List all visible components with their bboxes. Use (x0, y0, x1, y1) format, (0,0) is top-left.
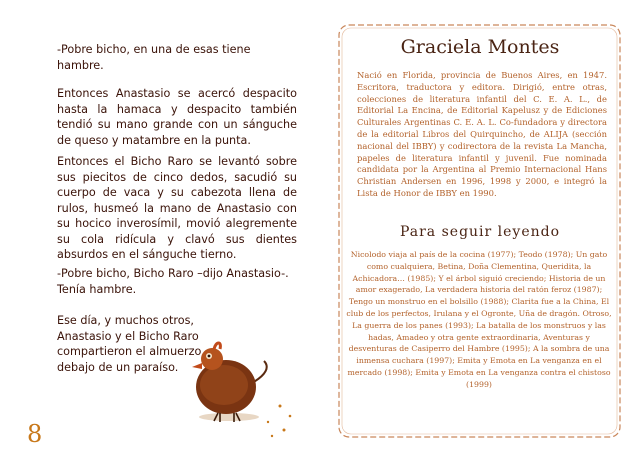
section-title: Para seguir leyendo (399, 224, 561, 240)
story-paragraph-3: Entonces el Bicho Raro se levantó sobre sus piecitos de cinco dedos, sacudió su cuerpo de vaca y su cabezota llena de rulos, husmeó la mano de Anastasio con su hocico inverosímil, movió alegremente su cola ridícula y clavó sus dientes absurdos en el sánguche tierno. (57, 155, 297, 261)
author-bio: Nació en Florida, provincia de Buenos Aires, en 1947. Escritora, traductora y editora. Dirigió, entre otras, colecciones de literatura infantil del C. E. A. L., de Editorial La Encina, de Editorial Kapelusz y de Ediciones Culturales Argentinas C. E. A. L. Co-fundadora y directora de la editorial Libros del Quirquincho, de ALIJA (sección nacional del IBBY) y codirectora de la revista La Mancha, papeles de literatura infantil y juvenil. Fue nominada candidata por la Argentina al Premio Internacional Hans Christian Andersen en 1996, 1998 y 2000, e integró la Lista de Honor de IBBY en 1990. (357, 70, 607, 198)
decorative-dots-icon (240, 400, 320, 440)
author-name: Graciela Montes (400, 36, 560, 58)
story-paragraph-2: Entonces Anastasio se acercó despacito hasta la hamaca y despacito también tendió su mano grande con un sánguche de queso y matambre en la punta. (57, 87, 297, 147)
story-paragraph-5: Ese día, y muchos otros, Anastasio y el Bicho Raro compartieron el almuerzo debajo de un paraíso. (57, 314, 202, 374)
book-list: Nicolodo viaja al país de la cocina (1977); Teodo (1978); Un gato como cualquiera, Betina, Doña Clementina, Queridita, la Achicadora… (1985); Y el árbol siguió creciendo; Historia de un amor exagerado, La verdadera historia del ratón feroz (1987); Tengo un monstruo en el bolsillo (1988); Clarita fue a la China, El club de los perfectos, Irulana y el Ogronte, Uña de dragón. Otroso, La guerra de los panes (1993); La batalla de los monstruos y las hadas, Amadeo y otra gente extraordinaria, Aventuras y desventuras de Casiperro del Hambre (1995); A la sombra de una inmensa cuchara (1997); Emita y Emota en La venganza en el mercado (1998); Emita y Emota en La venganza contra el chistoso (1999) (346, 250, 612, 389)
story-paragraph-4: -Pobre bicho, Bicho Raro –dijo Anastasio-. Tenía hambre. (57, 267, 289, 296)
page-number: 8 (27, 420, 43, 448)
story-paragraph-1: -Pobre bicho, en una de esas tiene hambre. (57, 43, 251, 72)
